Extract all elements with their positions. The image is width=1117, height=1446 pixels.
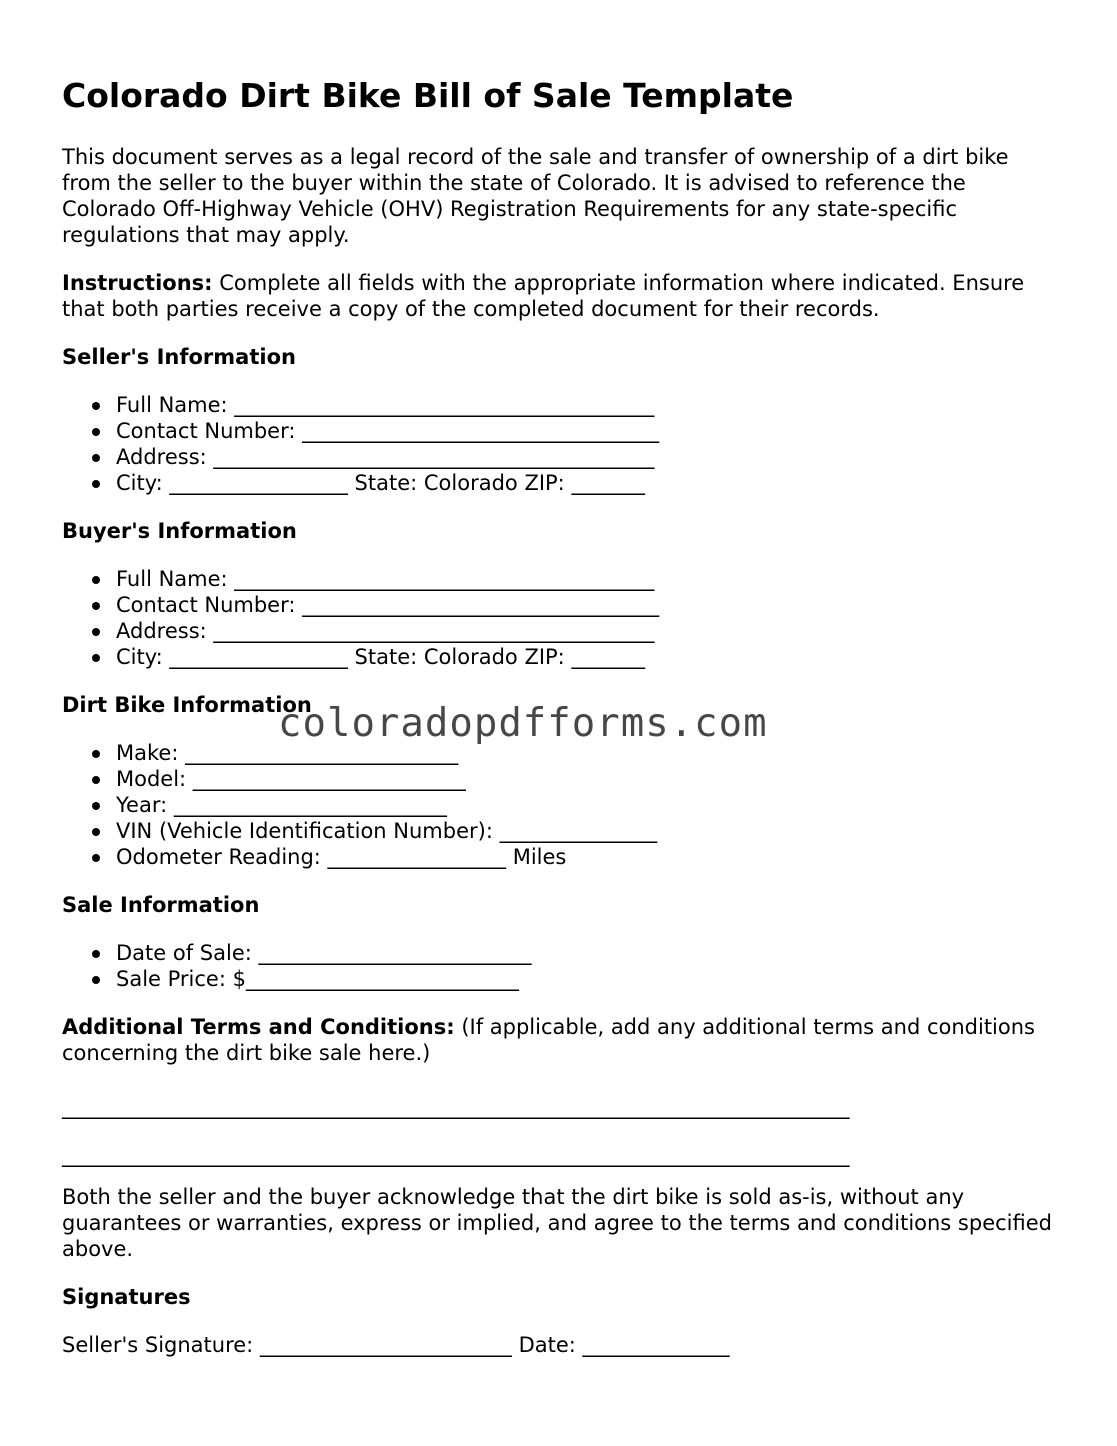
watermark: coloradopdfforms.com xyxy=(278,701,768,746)
sale-fields-list xyxy=(62,940,532,992)
seller-full-name-field[interactable]: Full Name: ________________________________________ xyxy=(62,392,659,418)
sale-price-field[interactable]: Sale Price: $__________________________ xyxy=(62,966,532,992)
bike-vin-field[interactable]: VIN (Vehicle Identification Number): _______________ xyxy=(62,818,657,844)
seller-fields-list xyxy=(62,392,659,496)
buyer-city-state-zip-field[interactable]: City: _________________ State: Colorado ZIP: _______ xyxy=(62,644,659,670)
intro-paragraph: This document serves as a legal record of the sale and transfer of ownership of a dirt bike from the seller to the buyer within the state of Colorado. It is advised to reference the Colorado Off-Highway Vehicle (OHV) Registration Requirements for any state-specific regulations that may apply. xyxy=(62,145,1009,247)
seller-address-field[interactable]: Address: __________________________________________ xyxy=(62,444,659,470)
buyer-contact-number-field[interactable]: Contact Number: __________________________________ xyxy=(62,592,659,618)
bike-heading: Dirt Bike Information xyxy=(62,693,312,717)
bike-year-field[interactable]: Year: __________________________ xyxy=(62,792,657,818)
sale-date-field[interactable]: Date of Sale: __________________________ xyxy=(62,940,532,966)
seller-city-state-zip-field[interactable]: City: _________________ State: Colorado ZIP: _______ xyxy=(62,470,659,496)
bike-model-field[interactable]: Model: __________________________ xyxy=(62,766,657,792)
buyer-heading: Buyer's Information xyxy=(62,519,297,543)
seller-signature-line[interactable]: Seller's Signature: ________________________ Date: ______________ xyxy=(62,1333,730,1357)
sale-heading: Sale Information xyxy=(62,893,260,917)
terms-paragraph xyxy=(62,1014,1057,1066)
terms-text: (If applicable, add any additional terms and conditions concerning the dirt bike sale here.) xyxy=(62,1015,1035,1065)
buyer-fields-list xyxy=(62,566,659,670)
page-title: Colorado Dirt Bike Bill of Sale Template xyxy=(62,76,794,115)
terms-blank-line-1[interactable]: ___________________________________________________________________________ xyxy=(62,1095,850,1119)
instructions-paragraph xyxy=(62,270,1057,322)
seller-heading: Seller's Information xyxy=(62,345,296,369)
instructions-label: Instructions: xyxy=(62,271,213,295)
bike-fields-list xyxy=(62,740,657,870)
instructions-text: Complete all fields with the appropriate information where indicated. Ensure that both parties receive a copy of the completed document for their records. xyxy=(62,271,1025,321)
buyer-address-field[interactable]: Address: __________________________________________ xyxy=(62,618,659,644)
buyer-full-name-field[interactable]: Full Name: ________________________________________ xyxy=(62,566,659,592)
bike-odometer-field[interactable]: Odometer Reading: _________________ Miles xyxy=(62,844,657,870)
terms-label: Additional Terms and Conditions: xyxy=(62,1015,455,1039)
seller-contact-number-field[interactable]: Contact Number: __________________________________ xyxy=(62,418,659,444)
bike-make-field[interactable]: Make: __________________________ xyxy=(62,740,657,766)
signatures-heading: Signatures xyxy=(62,1285,191,1309)
terms-blank-line-2[interactable]: ___________________________________________________________________________ xyxy=(62,1143,850,1167)
acknowledgement-paragraph: Both the seller and the buyer acknowledge that the dirt bike is sold as-is, without any guarantees or warranties, express or implied, and agree to the terms and conditions specified above. xyxy=(62,1185,1052,1261)
